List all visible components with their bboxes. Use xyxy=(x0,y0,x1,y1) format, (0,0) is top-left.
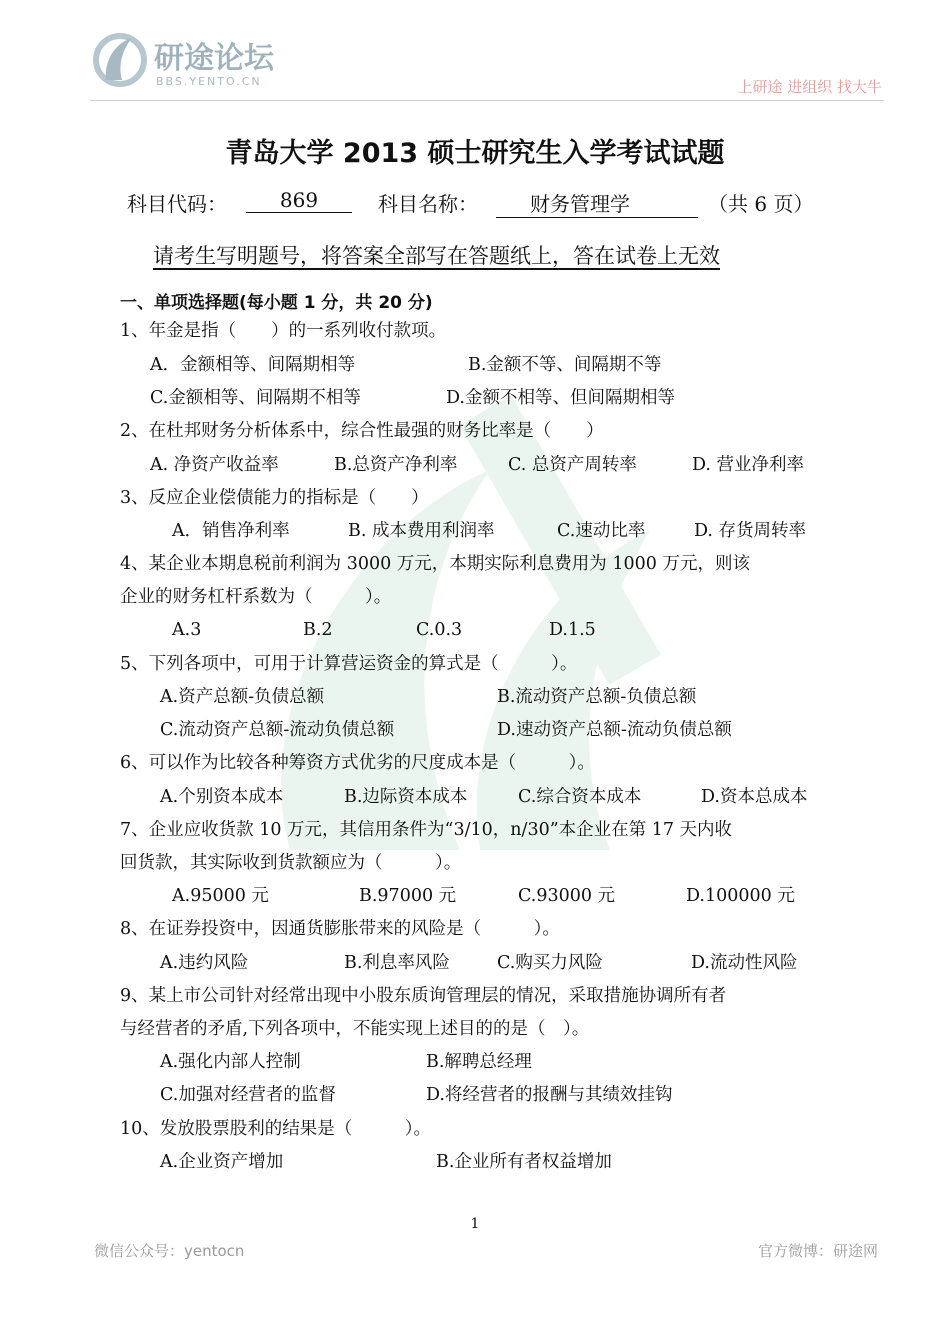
subject-code-value: 869 xyxy=(246,188,352,213)
header-slogan: 上研途 进组织 找大牛 xyxy=(737,78,882,96)
q6-option-d: D.资本总成本 xyxy=(701,787,808,807)
q6-option-c: C.综合资本成本 xyxy=(518,787,642,807)
page-count: （共 6 页） xyxy=(708,192,814,216)
subject-code-label: 科目代码： xyxy=(127,192,227,216)
q9-option-c: C.加强对经营者的监督 xyxy=(160,1085,336,1105)
subject-name-label: 科目名称： xyxy=(378,192,478,216)
question-9-line-2: 与经营者的矛盾,下列各项中，不能实现上述目的的是（ ）。 xyxy=(120,1019,590,1039)
q9-option-d: D.将经营者的报酬与其绩效挂钩 xyxy=(426,1085,673,1105)
footer-wechat: 微信公众号：yentocn xyxy=(94,1242,245,1260)
q8-option-b: B.利息率风险 xyxy=(344,953,450,973)
q3-option-b: B. 成本费用利润率 xyxy=(348,521,495,541)
question-9-line-1: 9、某上市公司针对经常出现中小股东质询管理层的情况，采取措施协调所有者 xyxy=(120,986,727,1006)
q2-option-b: B.总资产净利率 xyxy=(334,455,458,475)
q7-option-a: A.95000 元 xyxy=(172,886,269,906)
header-divider xyxy=(90,100,884,101)
q3-option-d: D. 存货周转率 xyxy=(694,521,807,541)
question-8: 8、在证券投资中，因通货膨胀带来的风险是（ ）。 xyxy=(120,919,560,939)
q5-option-c: C.流动资产总额-流动负债总额 xyxy=(160,720,395,740)
q1-option-d: D.金额不相等、但间隔期相等 xyxy=(446,388,675,408)
q1-option-b: B.金额不等、间隔期不等 xyxy=(468,355,662,375)
q2-option-a: A. 净资产收益率 xyxy=(150,455,279,475)
q5-option-a: A.资产总额-负债总额 xyxy=(160,687,325,707)
question-2: 2、在杜邦财务分析体系中，综合性最强的财务比率是（ ） xyxy=(120,421,604,441)
page-number: 1 xyxy=(470,1216,480,1232)
yento-logo xyxy=(92,30,342,90)
svg-text:BBS.YENTO.CN: BBS.YENTO.CN xyxy=(156,75,262,88)
question-10: 10、发放股票股利的结果是（ ）。 xyxy=(120,1119,432,1139)
q3-option-a: A．销售净利率 xyxy=(172,521,290,541)
question-4-line-2: 企业的财务杠杆系数为（ ）。 xyxy=(120,587,392,607)
q7-option-d: D.100000 元 xyxy=(686,886,795,906)
question-6: 6、可以作为比较各种筹资方式优劣的尺度成本是（ ）。 xyxy=(120,753,595,773)
q6-option-a: A.个别资本成本 xyxy=(160,787,284,807)
question-1: 1、年金是指（ ）的一系列收付款项。 xyxy=(120,321,447,341)
q8-option-c: C.购买力风险 xyxy=(497,953,603,973)
q1-option-c: C.金额相等、间隔期不相等 xyxy=(150,388,361,408)
question-5: 5、下列各项中，可用于计算营运资金的算式是（ ）。 xyxy=(120,654,578,674)
subject-name-value: 财务管理学 xyxy=(496,188,698,218)
q4-option-c: C.0.3 xyxy=(416,620,463,640)
q2-option-c: C. 总资产周转率 xyxy=(508,455,637,475)
footer-weibo: 官方微博：研途网 xyxy=(757,1242,878,1260)
section-title: 一、单项选择题(每小题 1 分，共 20 分) xyxy=(120,293,433,313)
q6-option-b: B.边际资本成本 xyxy=(344,787,468,807)
exam-title: 青岛大学 2013 硕士研究生入学考试试题 xyxy=(225,138,725,169)
q5-option-d: D.速动资产总额-流动负债总额 xyxy=(497,720,732,740)
q3-option-c: C.速动比率 xyxy=(557,521,646,541)
q7-option-b: B.97000 元 xyxy=(359,886,457,906)
q8-option-d: D.流动性风险 xyxy=(691,953,798,973)
question-7-line-2: 回货款，其实际收到货款额应为（ ）。 xyxy=(120,853,462,873)
q10-option-b: B.企业所有者权益增加 xyxy=(436,1152,612,1172)
q4-option-a: A.3 xyxy=(172,620,202,640)
question-7-line-1: 7、企业应收货款 10 万元，其信用条件为“3/10，n/30”本企业在第 17 天内收 xyxy=(120,820,733,840)
q2-option-d: D. 营业净利率 xyxy=(692,455,805,475)
q10-option-a: A.企业资产增加 xyxy=(160,1152,284,1172)
q5-option-b: B.流动资产总额-负债总额 xyxy=(497,687,697,707)
q9-option-a: A.强化内部人控制 xyxy=(160,1052,301,1072)
q8-option-a: A.违约风险 xyxy=(160,953,249,973)
q4-option-d: D.1.5 xyxy=(549,620,596,640)
q9-option-b: B.解聘总经理 xyxy=(426,1052,532,1072)
q4-option-b: B.2 xyxy=(303,620,333,640)
question-4-line-1: 4、某企业本期息税前利润为 3000 万元，本期实际利息费用为 1000 万元，则该 xyxy=(120,554,750,574)
exam-notice: 请考生写明题号，将答案全部写在答题纸上，答在试卷上无效 xyxy=(153,244,720,268)
q7-option-c: C.93000 元 xyxy=(518,886,616,906)
q1-option-a: A．金额相等、间隔期相等 xyxy=(150,355,356,375)
question-3: 3、反应企业偿债能力的指标是（ ） xyxy=(120,488,429,508)
svg-text:研途论坛: 研途论坛 xyxy=(154,41,274,76)
